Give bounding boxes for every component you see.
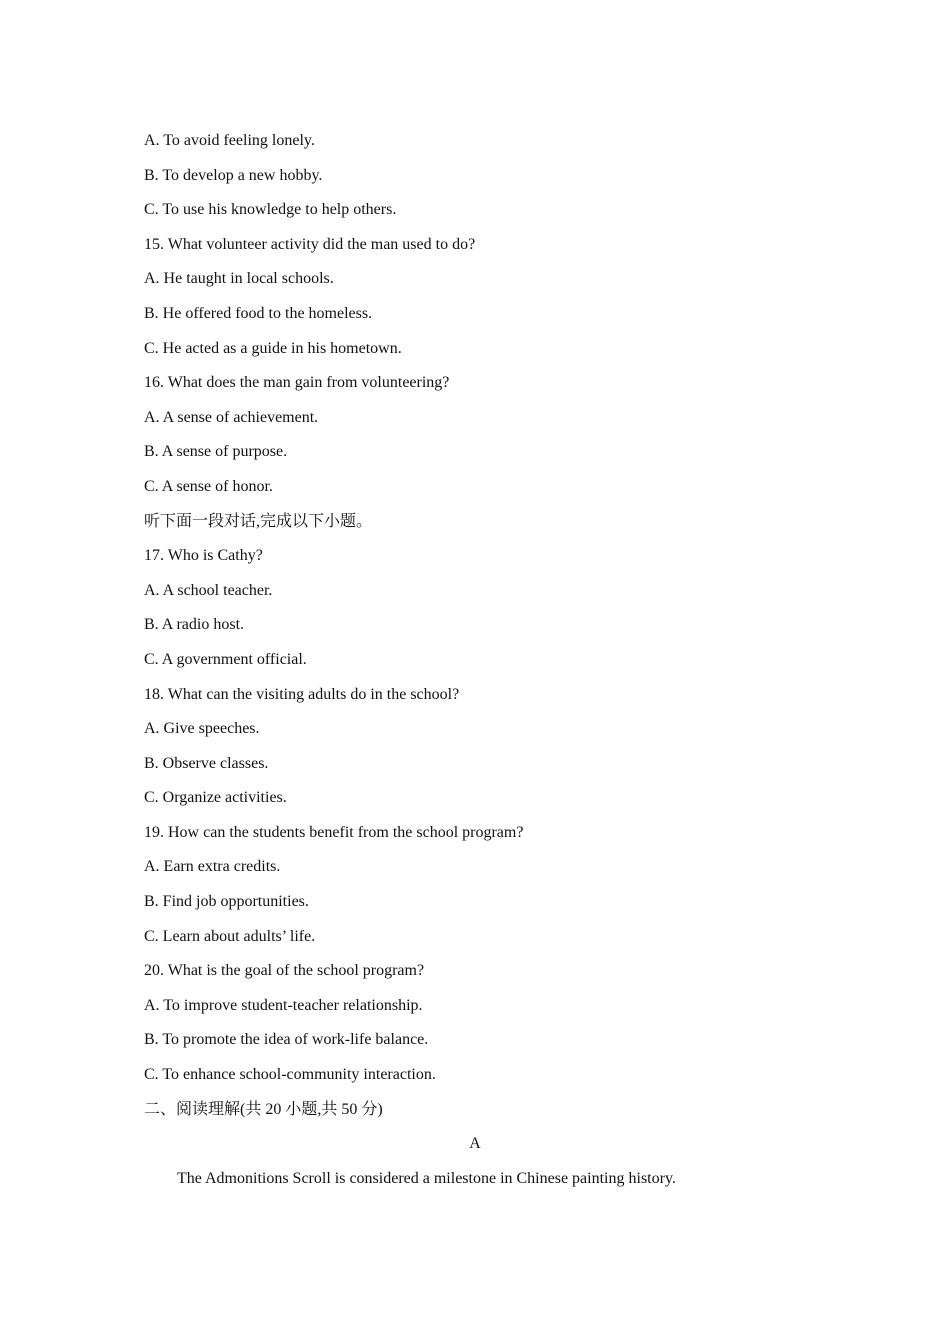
option-line: C. A government official. <box>144 650 307 668</box>
option-line: C. Organize activities. <box>144 789 287 807</box>
option-line: C. To enhance school-community interaction. <box>144 1066 436 1084</box>
passage-paragraph: The Admonitions Scroll is considered a milestone in Chinese painting history. <box>177 1169 676 1187</box>
passage-title: A <box>469 1135 481 1153</box>
option-line: A. He taught in local schools. <box>144 270 334 288</box>
option-line: B. To develop a new hobby. <box>144 166 323 184</box>
option-line: C. Learn about adults’ life. <box>144 927 316 945</box>
question-17: 17. Who is Cathy? <box>144 547 263 565</box>
option-line: A. A sense of achievement. <box>144 408 319 426</box>
question-19: 19. How can the students benefit from the school program? <box>144 823 524 841</box>
question-16: 16. What does the man gain from volunteering? <box>144 374 450 392</box>
option-line: A. Give speeches. <box>144 720 260 738</box>
page-content <box>144 124 806 1196</box>
option-line: C. He acted as a guide in his hometown. <box>144 339 402 357</box>
question-20: 20. What is the goal of the school program? <box>144 962 425 980</box>
option-line: C. A sense of honor. <box>144 477 273 495</box>
option-line: B. Find job opportunities. <box>144 893 309 911</box>
option-line: B. Observe classes. <box>144 754 269 772</box>
option-line: B. A sense of purpose. <box>144 443 288 461</box>
option-line: B. He offered food to the homeless. <box>144 304 373 322</box>
question-15: 15. What volunteer activity did the man used to do? <box>144 235 476 253</box>
listening-instruction: 听下面一段对话,完成以下小题。 <box>144 512 373 530</box>
option-line: A. Earn extra credits. <box>144 858 281 876</box>
option-line: B. To promote the idea of work-life balance. <box>144 1031 429 1049</box>
question-18: 18. What can the visiting adults do in the school? <box>144 685 460 703</box>
section-heading: 二、阅读理解(共 20 小题,共 50 分) <box>144 1100 383 1118</box>
option-line: B. A radio host. <box>144 616 245 634</box>
option-line: C. To use his knowledge to help others. <box>144 201 397 219</box>
option-line: A. To improve student-teacher relationship. <box>144 996 423 1014</box>
option-line: A. A school teacher. <box>144 581 273 599</box>
option-line: A. To avoid feeling lonely. <box>144 132 315 149</box>
